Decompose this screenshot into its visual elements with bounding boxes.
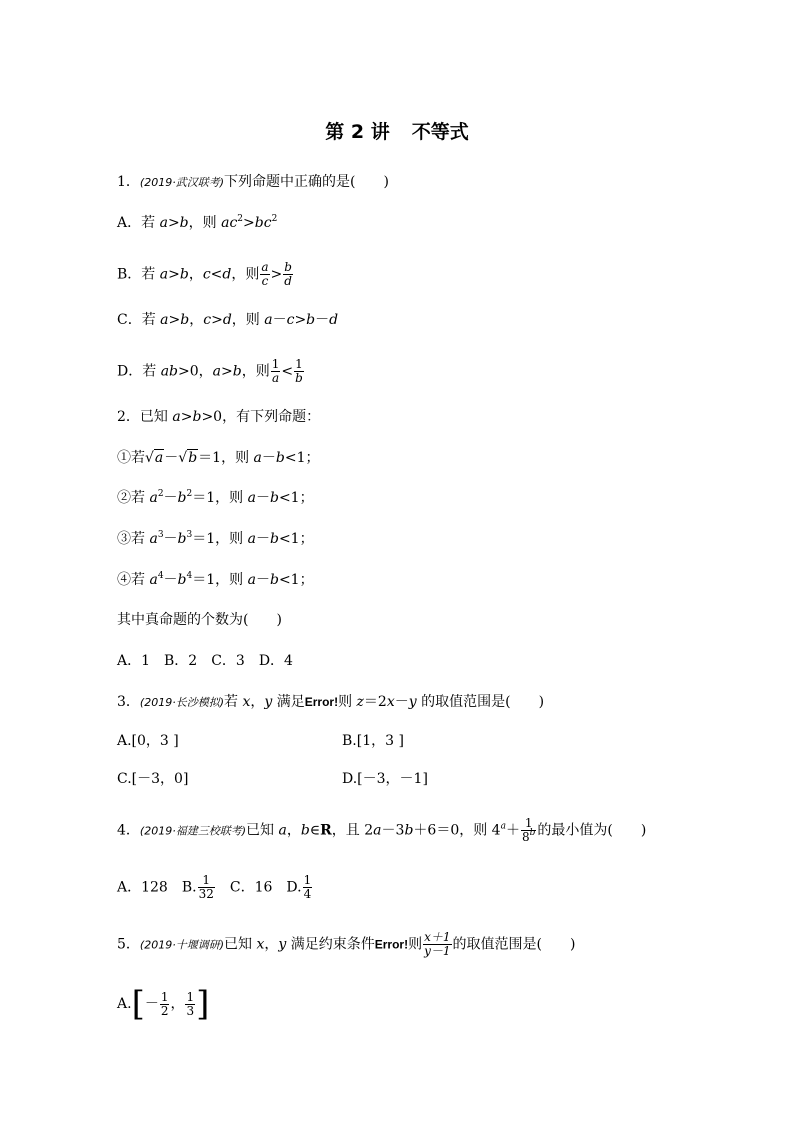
error-placeholder: Error!: [374, 937, 409, 952]
q1-option-b: B．若 a>b，c<d，则 $\frac{a}{c}$ > $\frac{b}{d}$: [117, 260, 292, 288]
fraction: $\frac{1}{b}$: [295, 357, 303, 385]
fraction: $\frac{1}{3}$: [186, 989, 195, 1018]
q3-option-c: C.[－3，0]: [117, 771, 189, 787]
q3-option-d: D.[－3，－1]: [342, 771, 428, 787]
q2-proposition-1: ①若√a－√b＝1，则 a－b<1；: [117, 450, 320, 466]
question-number: 3．: [117, 694, 140, 710]
fraction: $\frac{a}{c}$: [261, 260, 269, 288]
question-number: 2．: [117, 409, 140, 425]
q3-option-a: A.[0，3 ]: [117, 733, 179, 749]
q3-option-b: B.[1，3 ]: [342, 733, 404, 749]
question-4-stem: 4．(2019·福建三校联考)已知 a，b∈R，且 2a－3b＋6＝0，则 $4^a+$ $\frac{1}{8^b}$ 的最小值为( ): [117, 816, 647, 844]
fraction: $\frac{x+1}{y-1}$: [424, 930, 451, 958]
question-number: 1．: [117, 174, 140, 190]
fraction: $\frac{b}{d}$: [284, 260, 292, 288]
question-source: (2019·长沙模拟): [139, 696, 224, 709]
q2-proposition-3: ③若 $a^3-b^3=1$，则 a－b<1；: [117, 530, 314, 547]
q2-ask: 其中真命题的个数为( ): [117, 612, 282, 628]
q1-option-a: A．若 a>b，则 $ac^2>bc^2$: [117, 214, 278, 231]
title-lecture: 第 2 讲: [325, 121, 390, 143]
q5-option-a: A.[－ $\frac{1}{2}$ ， $\frac{1}{3}$ ]: [117, 984, 210, 1024]
question-number: 5．: [117, 936, 140, 953]
title-topic: 不等式: [411, 121, 469, 143]
fraction: $\frac{1}{a}$: [271, 357, 280, 385]
q2-proposition-2: ②若 $a^2-b^2=1$，则 a－b<1；: [117, 489, 314, 506]
q1-option-d: D．若 ab>0，a>b，则 $\frac{1}{a}$ < $\frac{1}{b}$: [117, 357, 303, 385]
question-source: (2019·武汉联考): [139, 176, 224, 189]
fraction: $\frac{1}{4}$: [303, 873, 312, 901]
question-number: 4．: [117, 822, 140, 839]
error-placeholder: Error!: [304, 695, 339, 709]
fraction: $\frac{1}{32}$: [198, 873, 214, 901]
q1-option-c: C．若 a>b，c>d，则 a－c>b－d: [117, 312, 339, 328]
question-5-stem: 5．(2019·十堰调研)已知 x，y 满足约束条件Error!则 $\frac{x+1}{y-1}$ 的取值范围是( ): [117, 930, 576, 958]
question-3-stem: 3．(2019·长沙模拟)若 x，y 满足Error!则 z＝2x－y 的取值范围是( ): [117, 694, 545, 710]
page-title: [0, 117, 794, 144]
q4-options: A．128 B. $\frac{1}{32}$ C．16 D. $\frac{1}{4}$: [117, 873, 312, 901]
question-1-stem: [117, 172, 389, 193]
question-2-stem: 2．已知 a>b>0，有下列命题：: [117, 409, 321, 425]
fraction: $\frac{1}{8^b}$: [521, 816, 536, 844]
q2-options: A．1 B．2 C．3 D．4: [117, 653, 293, 669]
q2-proposition-4: ④若 $a^4-b^4=1$，则 a－b<1；: [117, 571, 314, 588]
fraction: $\frac{1}{2}$: [160, 989, 169, 1018]
question-text: 下列命题中正确的是( ): [224, 174, 389, 190]
question-source: (2019·福建三校联考): [139, 824, 246, 838]
question-source: (2019·十堰调研): [139, 938, 224, 952]
